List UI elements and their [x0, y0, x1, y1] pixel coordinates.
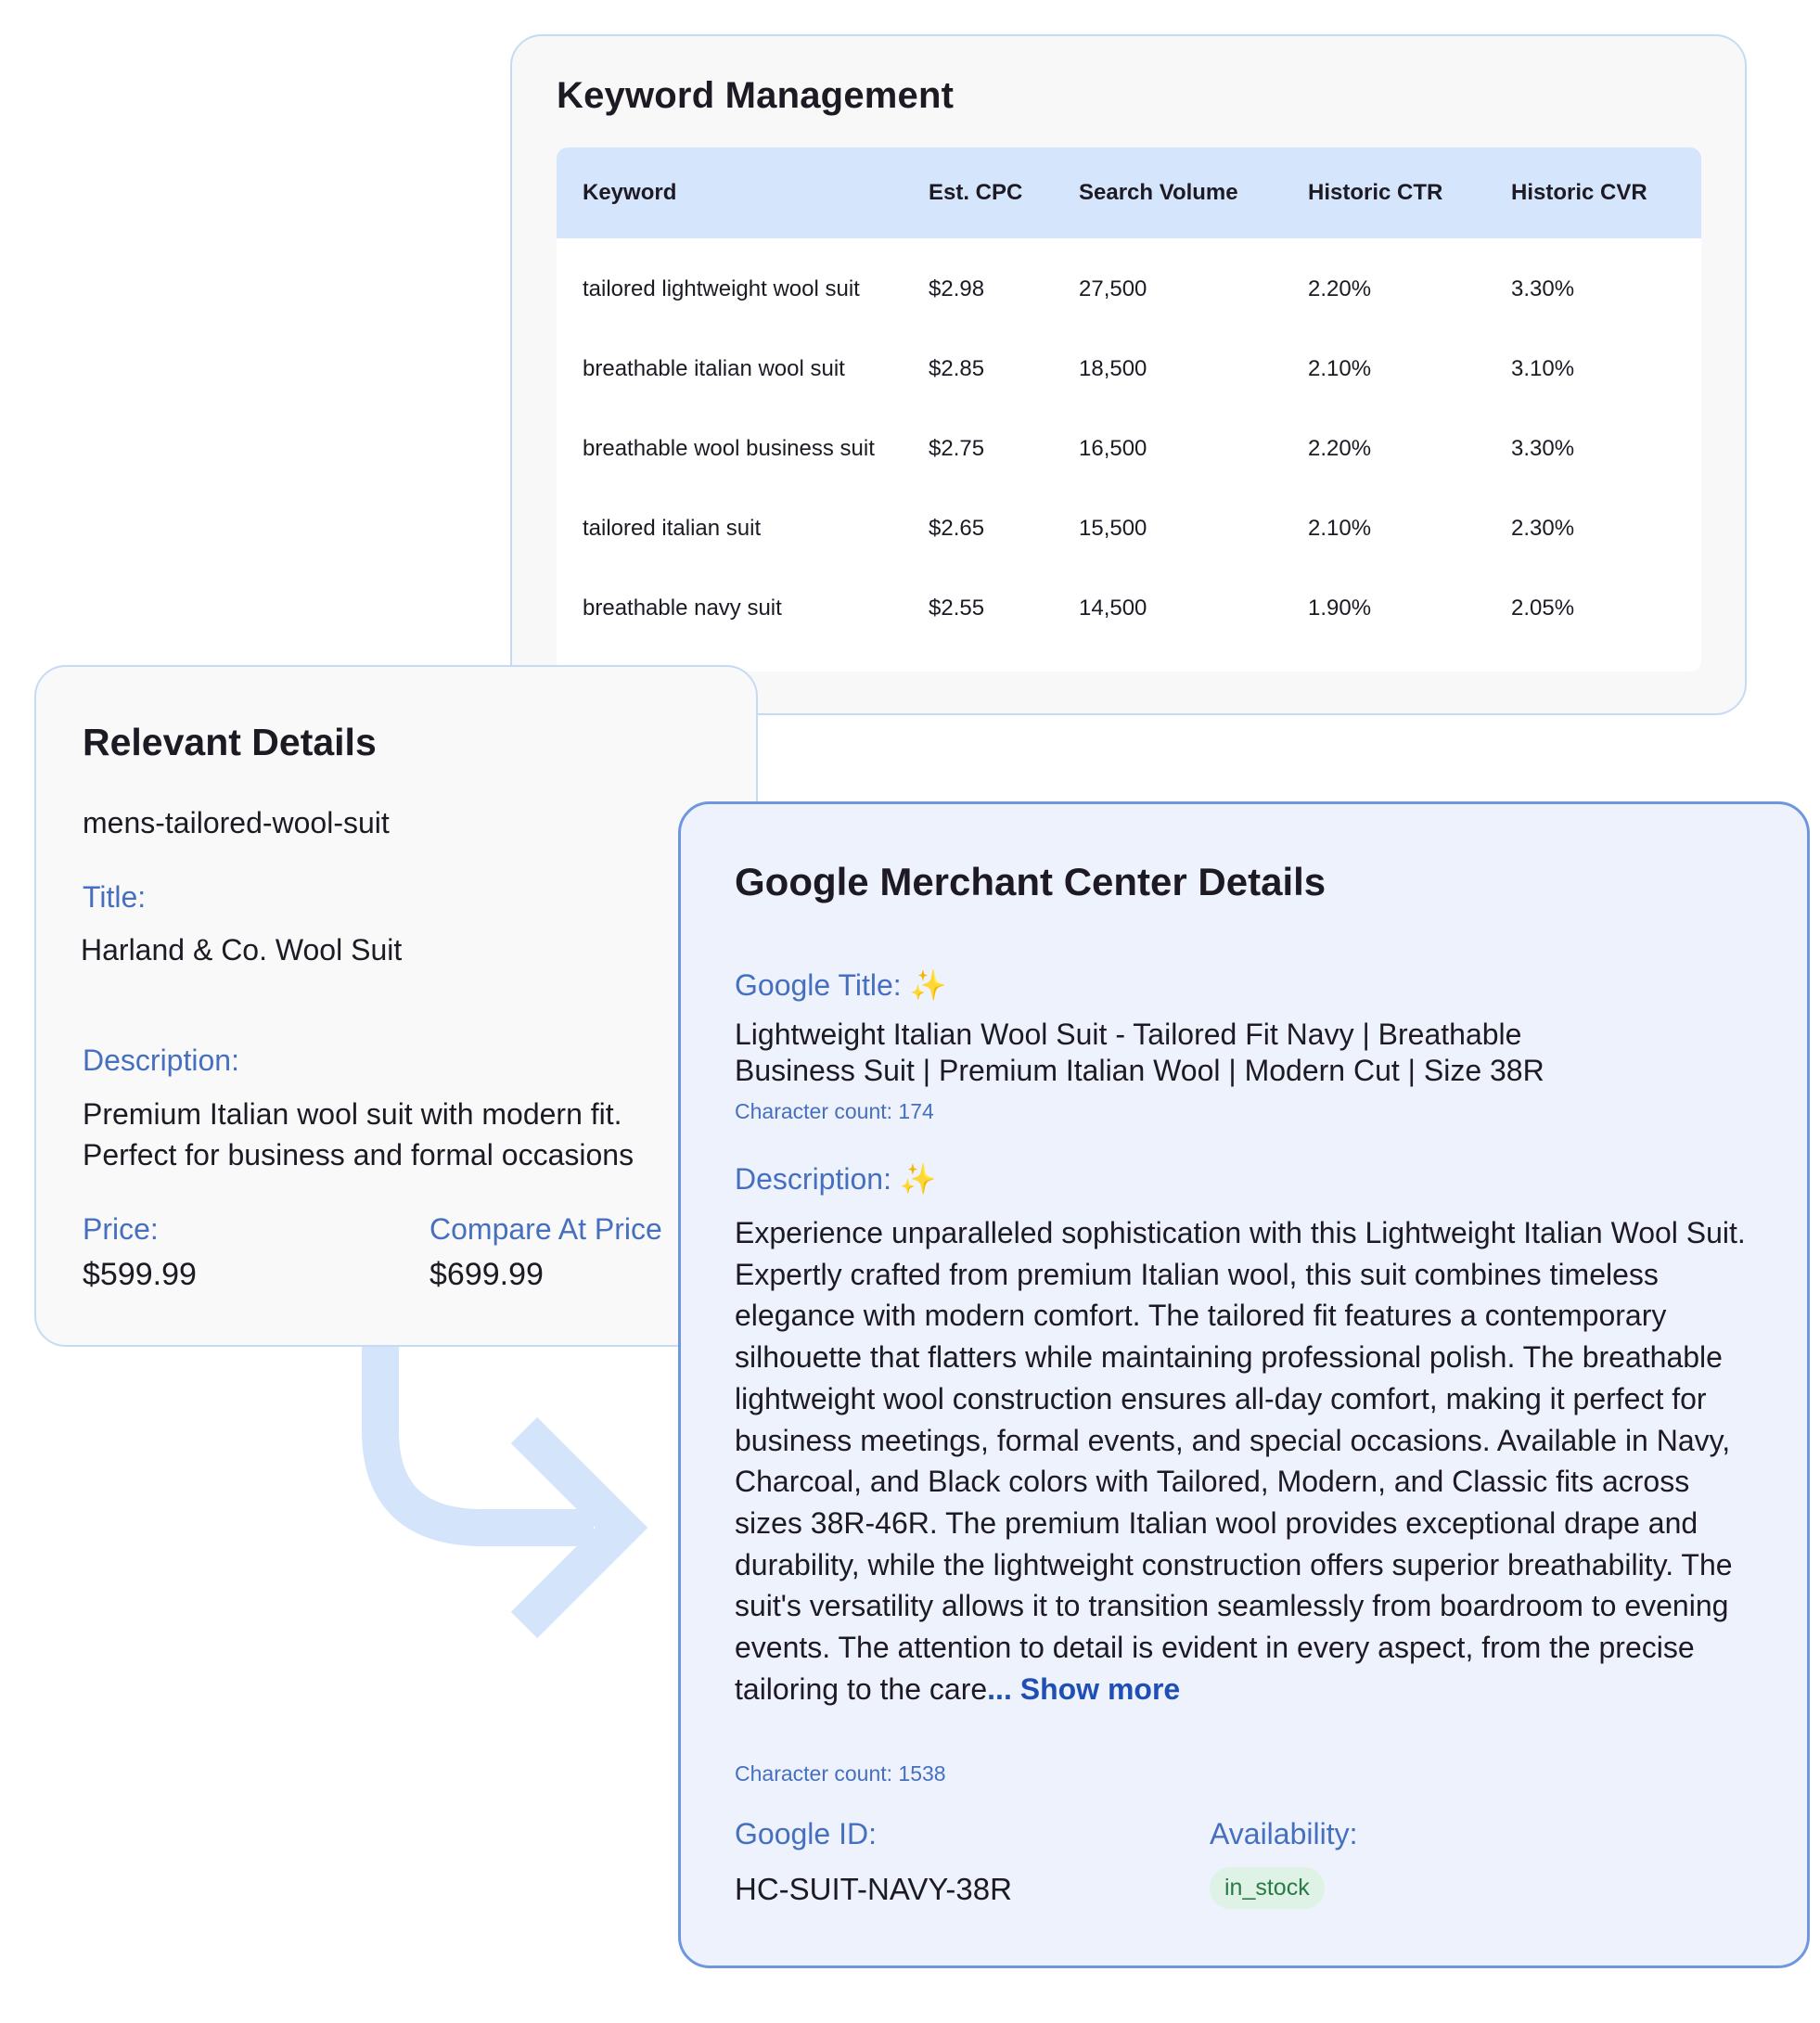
compare-at-price-label: Compare At Price [429, 1212, 662, 1246]
google-title-label [735, 967, 946, 1003]
description-value [83, 1094, 634, 1175]
cell-historic-cvr: 2.30% [1511, 516, 1575, 541]
google-id-label: Google ID: [735, 1817, 877, 1850]
merchant-center-title: Google Merchant Center Details [735, 860, 1327, 903]
cell-historic-cvr: 3.30% [1511, 436, 1575, 461]
price-value: $599.99 [83, 1257, 197, 1292]
sparkle-icon: ✨ [909, 968, 947, 1002]
keyword-management-title: Keyword Management [557, 75, 955, 116]
description-label [735, 1161, 937, 1197]
cell-est-cpc: $2.85 [929, 356, 985, 381]
cell-est-cpc: $2.98 [929, 276, 985, 301]
cell-est-cpc: $2.55 [929, 595, 985, 621]
cell-search-volume: 14,500 [1079, 595, 1147, 621]
google-title-value [735, 1017, 1544, 1089]
description-label-text: Description: [735, 1162, 891, 1196]
cell-keyword: breathable navy suit [583, 595, 782, 621]
table-row[interactable] [557, 570, 1701, 650]
description-text: Experience unparalleled sophistication with this Lightweight Italian Wool Suit. Expertly crafted from premium Italian wool, this suit combines timeless elegance with modern comfort. The tailored fit features a contemporary silhouette that flatters while maintaining professional polish. The breathable lightweight wool construction ensures all-day comfort, making it perfect for business meetings, formal events, and special occasions. Available in Navy, Charcoal, and Black colors with Tailored, Modern, and Classic fits across sizes 38R-46R. The premium Italian wool provides exceptional drape and durability, while the lightweight construction offers superior breathability. The suit's versatility allows it to transition seamlessly from boardroom to evening events. The attention to detail is evident in every aspect, from the precise tailoring to the care [735, 1216, 1746, 1706]
cell-search-volume: 27,500 [1079, 276, 1147, 301]
google-title-line: Lightweight Italian Wool Suit - Tailored Fit Navy | Breathable [735, 1018, 1522, 1051]
cell-historic-cvr: 2.05% [1511, 595, 1575, 621]
cell-historic-ctr: 1.90% [1308, 595, 1372, 621]
cell-historic-ctr: 2.10% [1308, 516, 1372, 541]
cell-search-volume: 16,500 [1079, 436, 1147, 461]
cell-search-volume: 18,500 [1079, 356, 1147, 381]
google-title-line: Business Suit | Premium Italian Wool | Modern Cut | Size 38R [735, 1054, 1544, 1087]
cell-est-cpc: $2.75 [929, 436, 985, 461]
column-header-historic-cvr[interactable]: Historic CVR [1511, 180, 1647, 205]
relevant-details-title: Relevant Details [83, 721, 377, 763]
cell-historic-ctr: 2.20% [1308, 276, 1372, 301]
cell-historic-ctr: 2.10% [1308, 356, 1372, 381]
product-handle: mens-tailored-wool-suit [83, 806, 390, 839]
title-character-count: Character count: 174 [735, 1099, 934, 1123]
title-value: Harland & Co. Wool Suit [81, 933, 403, 967]
google-title-label-text: Google Title: [735, 968, 902, 1002]
cell-historic-ctr: 2.20% [1308, 436, 1372, 461]
column-header-est-cpc[interactable]: Est. CPC [929, 180, 1023, 205]
cell-historic-cvr: 3.30% [1511, 276, 1575, 301]
keyword-management-card [510, 34, 1747, 715]
column-header-keyword[interactable]: Keyword [583, 180, 677, 205]
cell-est-cpc: $2.65 [929, 516, 985, 541]
column-header-search-volume[interactable]: Search Volume [1079, 180, 1238, 205]
arrow-right-icon [352, 1347, 649, 1644]
availability-label: Availability: [1210, 1817, 1358, 1850]
cell-keyword: tailored italian suit [583, 516, 762, 541]
title-label: Title: [83, 880, 147, 914]
description-line: Premium Italian wool suit with modern fit. [83, 1097, 622, 1131]
table-row[interactable] [557, 411, 1701, 491]
compare-at-price-value: $699.99 [429, 1257, 544, 1292]
table-row[interactable] [557, 491, 1701, 570]
cell-keyword: tailored lightweight wool suit [583, 276, 860, 301]
cell-keyword: breathable wool business suit [583, 436, 875, 461]
keyword-table-header [557, 147, 1701, 238]
table-row[interactable] [557, 331, 1701, 411]
cell-keyword: breathable italian wool suit [583, 356, 845, 381]
cell-historic-cvr: 3.10% [1511, 356, 1575, 381]
cell-search-volume: 15,500 [1079, 516, 1147, 541]
relevant-details-card [34, 665, 758, 1347]
description-line: Perfect for business and formal occasions [83, 1138, 634, 1172]
keyword-table [557, 147, 1701, 672]
sparkle-icon: ✨ [899, 1162, 937, 1196]
availability-badge: in_stock [1210, 1867, 1325, 1909]
table-row[interactable] [557, 251, 1701, 331]
description-label: Description: [83, 1044, 239, 1077]
description-value [735, 1212, 1764, 1709]
show-more-link[interactable]: ... Show more [987, 1671, 1181, 1706]
description-character-count: Character count: 1538 [735, 1761, 946, 1786]
google-id-value: HC-SUIT-NAVY-38R [735, 1872, 1012, 1906]
column-header-historic-ctr[interactable]: Historic CTR [1308, 180, 1443, 205]
price-label: Price: [83, 1212, 159, 1246]
merchant-center-card [678, 801, 1810, 1968]
